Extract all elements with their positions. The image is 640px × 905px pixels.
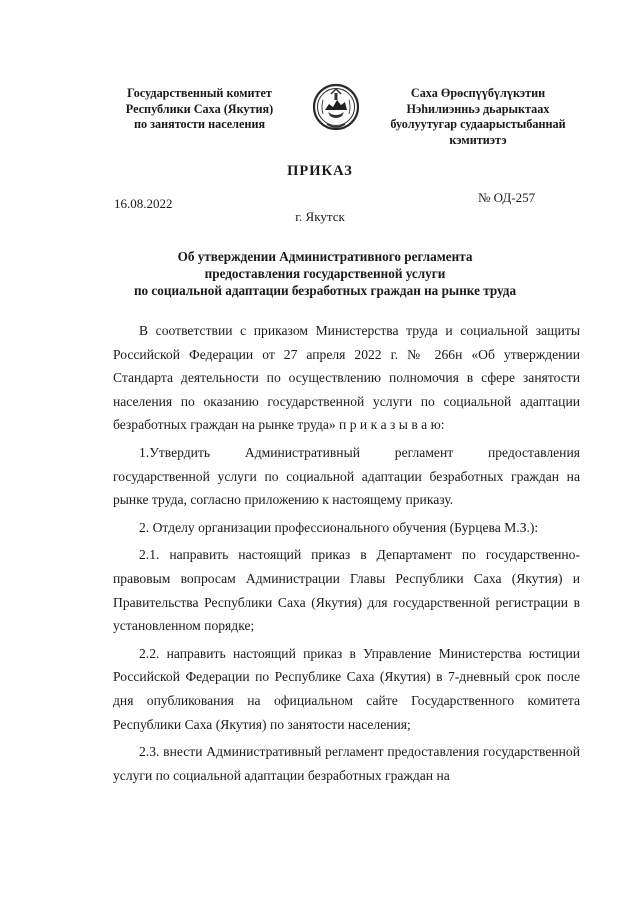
document-body xyxy=(113,319,580,791)
body-paragraph: 2.1. направить настоящий приказ в Департамент по государственно-правовым вопросам Администрации Главы Республики Саха (Якутия) и Правительства Республики Саха (Якутия) для государственной регистрации в установленном порядке; xyxy=(113,547,580,634)
body-paragraph: 2.3. внести Административный регламент предоставления государственной услуги по социальной адаптации безработных граждан на xyxy=(113,744,580,783)
document-subject xyxy=(100,248,550,299)
agency-name-line: по занятости населения xyxy=(133,117,266,131)
document-city: г. Якутск xyxy=(295,209,345,224)
body-paragraph: 2. Отделу организации профессионального обучения (Бурцева М.З.): xyxy=(139,519,539,535)
body-paragraph: 1.Утвердить Административный регламент предоставления государственной услуги по социальной адаптации безработных граждан на рынке труда, согласно приложению к настоящему приказу. xyxy=(113,444,580,508)
document-date: 16.08.2022 xyxy=(114,196,173,211)
body-paragraph: В соответствии с приказом Министерства труда и социальной защиты Российской Федерации от 27 апреля 2022 г. № 266н «Об утверждении Стандарта деятельности по осуществлению полномочия в сфере занятости населения по оказанию государственной услуги по социальной адаптации безработных граждан на рынке труда» п р и к а з ы в а ю: xyxy=(113,323,580,433)
document-number: № ОД-257 xyxy=(478,190,536,205)
agency-name-line: Нэһилиэнньэ дьарыктаах xyxy=(406,101,550,116)
body-paragraph: 2.2. направить настоящий приказ в Управление Министерства юстиции Российской Федерации по Республике Саха (Якутия) в 7-дневный срок после дня опубликования на официальном сайте Государственного комитета Республики Саха (Якутия) по занятости населения; xyxy=(113,645,580,732)
coat-of-arms-icon xyxy=(311,80,361,136)
document-title: ПРИКАЗ xyxy=(287,163,353,179)
subject-line: по социальной адаптации безработных граждан на рынке труда xyxy=(133,283,517,298)
subject-line: предоставления государственной услуги xyxy=(204,266,446,281)
agency-name-line: Республики Саха (Якутия) xyxy=(125,101,274,116)
agency-name-line: Саха Өрөспүүбүлүкэтин xyxy=(410,86,546,100)
letterhead xyxy=(0,86,640,146)
agency-name-russian xyxy=(112,86,287,133)
subject-line: Об утверждении Административного регламента xyxy=(177,249,473,264)
agency-name-line: Государственный комитет xyxy=(127,86,272,100)
agency-name-line: буолуутугар судаарыстыбаннай xyxy=(390,117,566,131)
agency-name-line: кэмитиэтэ xyxy=(449,132,507,147)
agency-name-yakut xyxy=(378,86,578,148)
